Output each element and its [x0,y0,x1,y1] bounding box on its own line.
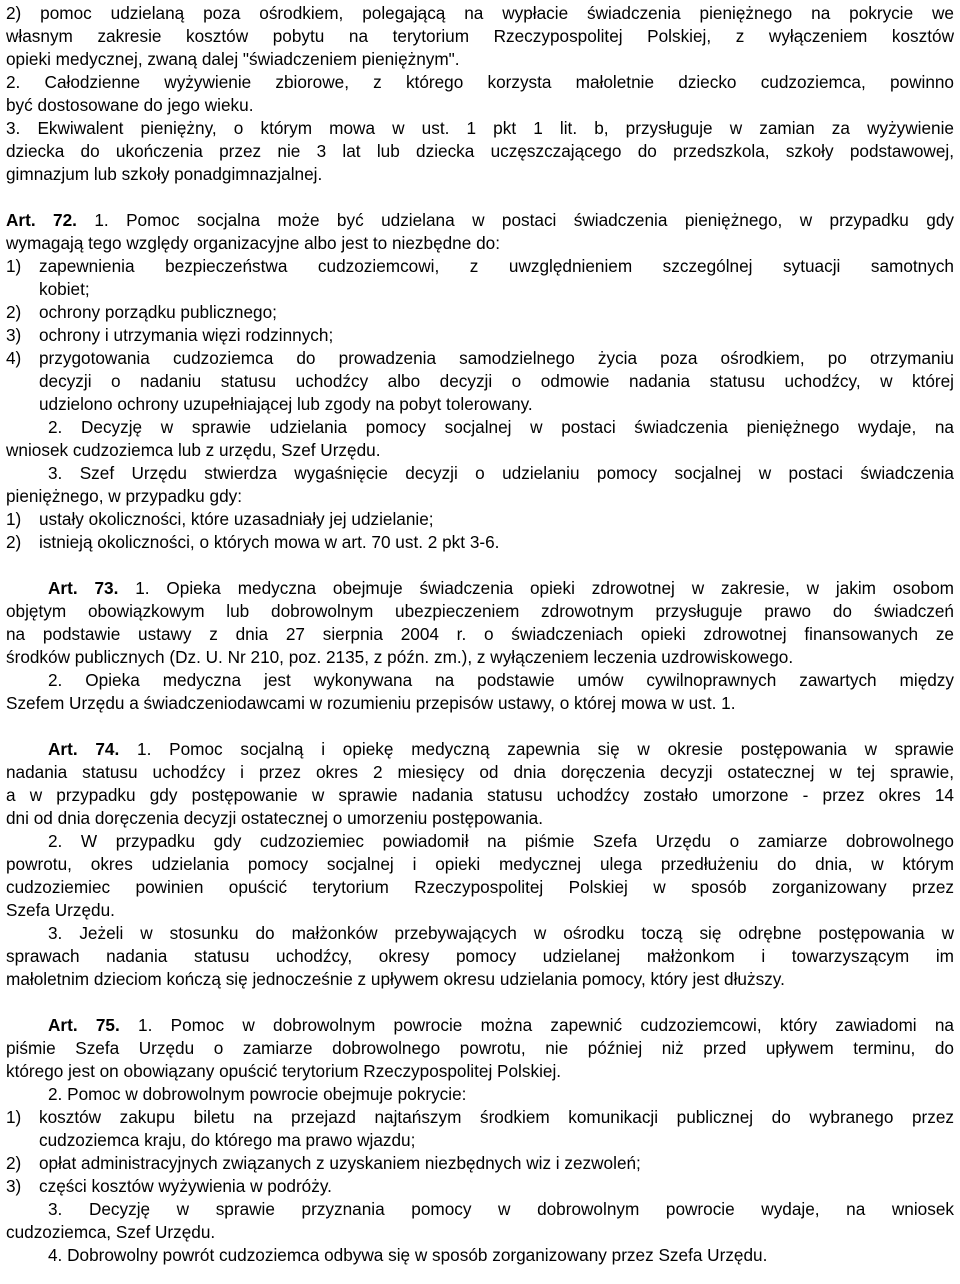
text-line: 2. Pomoc w dobrowolnym powrocie obejmuje pokrycie: [48,1084,467,1104]
text-line: 3. Jeżeli w stosunku do małżonków przebywających w ośrodku toczą się odrębne postępowania w [48,923,954,943]
text-line: małoletnim dzieciom kończą się jednocześnie z upływem okresu udzielania pomocy, który jest dłuższy. [6,969,785,989]
text-line: 1. Pomoc socjalna może być udzielana w postaci świadczenia pieniężnego, w przypadku gdy [94,210,954,230]
list-number: 2) [6,302,22,322]
text-line: opieki medycznej, zwaną dalej "świadczeniem pieniężnym". [6,49,460,69]
list-number: 3) [6,325,22,345]
list-item [6,301,954,324]
text-line: przygotowania cudzoziemca do prowadzenia samodzielnego życia poza ośrodkiem, po otrzymaniu [39,348,954,368]
text-line: środków publicznych (Dz. U. Nr 210, poz. 2135, z późn. zm.), z wyłączeniem leczenia uzdrowiskowego. [6,647,794,667]
list-number: 3) [6,1176,22,1196]
text-line: gimnazjum lub szkoły ponadgimnazjalnej. [6,164,323,184]
list-item [6,347,954,370]
text-line: Szefem Urzędu a świadczeniodawcami w rozumieniu przepisów ustawy, o której mowa w ust. 1. [6,693,736,713]
text-line: powrotu, okres udzielania pomocy socjalnej i opieki medycznej ulega przedłużeniu do dnia, w którym [6,854,954,874]
text-line: kobiet; [39,279,90,299]
text-line: pieniężnego, w przypadku gdy: [6,486,243,506]
text-line: wniosek cudzoziemca lub z urzędu, Szef Urzędu. [6,440,381,460]
article-72-paragraph-1 [6,209,954,232]
text-line: dziecka do ukończenia przez nie 3 lat lub dziecka uczęszczającego do przedszkola, szkoły podstawowej, [6,141,954,161]
text-line: udzielono ochrony uzupełniającej lub zgody na pobyt tolerowany. [39,394,533,414]
text-line: kosztów zakupu biletu na przejazd najtańszym środkiem komunikacji publicznej do wybranego przez [39,1107,954,1127]
text-line: 2. Całodzienne wyżywienie zbiorowe, z którego korzysta małoletnie dziecko cudzoziemca, powinno [6,72,954,92]
list-number: 4) [6,348,22,368]
text-line: części kosztów wyżywienia w podróży. [39,1176,332,1196]
article-74-paragraph-1 [48,738,954,761]
text-line: 2. W przypadku gdy cudzoziemiec powiadomił na piśmie Szefa Urzędu o zamiarze dobrowolnego [48,831,954,851]
text-line: 3. Szef Urzędu stwierdza wygaśnięcie decyzji o udzielaniu pomocy socjalnej w postaci świadczenia [48,463,954,483]
list-number: 1) [6,1107,22,1127]
text-line: dni od dnia doręczenia decyzji ostatecznej o umorzeniu postępowania. [6,808,543,828]
article-75-paragraph-1 [48,1014,954,1037]
text-line: którego jest on obowiązany opuścić terytorium Rzeczypospolitej Polskiej. [6,1061,562,1081]
text-line: nadania statusu uchodźcy i przez okres 2 miesięcy od dnia doręczenia decyzji ostatecznej w tej sprawie, [6,762,954,782]
text-line: 4. Dobrowolny powrót cudzoziemca odbywa się w sposób zorganizowany przez Szefa Urzędu. [48,1245,768,1265]
list-number: 1) [6,509,22,529]
text-line: a w przypadku gdy postępowanie w sprawie nadania statusu uchodźcy zostało umorzone - przez okres 14 [6,785,954,805]
list-number: 2) [6,1153,22,1173]
text-line: 2. Decyzję w sprawie udzielania pomocy socjalnej w postaci świadczenia pieniężnego wydaje, na [48,417,954,437]
text-line: wymagają tego względy organizacyjne albo jest to niezbędne do: [6,233,500,253]
text-line: decyzji o nadaniu statusu uchodźcy albo decyzji o odmowie nadania statusu uchodźcy, w której [39,371,954,391]
text-line: opłat administracyjnych związanych z uzyskaniem niezbędnych wiz i zezwoleń; [39,1153,641,1173]
text-line: ochrony i utrzymania więzi rodzinnych; [39,325,334,345]
list-item [6,508,954,531]
text-line: własnym zakresie kosztów pobytu na terytorium Rzeczypospolitej Polskiej, z wyłączeniem kosztów [6,26,954,46]
text-line: ustały okoliczności, które uzasadniały jej udzielanie; [39,509,434,529]
text-line: piśmie Szefa Urzędu o zamiarze dobrowolnego powrotu, nie później niż przed upływem terminu, do [6,1038,954,1058]
list-item [6,531,954,554]
text-line: 3. Decyzję w sprawie przyznania pomocy w dobrowolnym powrocie wydaje, na wniosek [48,1199,954,1219]
text-line: 2. Opieka medyczna jest wykonywana na podstawie umów cywilnoprawnych zawartych między [48,670,954,690]
list-item [6,255,954,278]
text-line: być dostosowane do jego wieku. [6,95,254,115]
text-line: istnieją okoliczności, o których mowa w art. 70 ust. 2 pkt 3-6. [39,532,500,552]
text-line: na podstawie ustawy z dnia 27 sierpnia 2004 r. o świadczeniach opieki zdrowotnej finansowanych ze [6,624,954,644]
text-line: cudzoziemca, Szef Urzędu. [6,1222,216,1242]
text-line: cudzoziemca kraju, do którego ma prawo wjazdu; [39,1130,416,1150]
list-number: 2) [6,532,22,552]
list-item [6,1152,954,1175]
text-line: Szefa Urzędu. [6,900,115,920]
article-heading: Art. 72. [6,210,77,230]
text-line: cudzoziemiec powinien opuścić terytorium Rzeczypospolitej Polskiej w sposób zorganizowany przez [6,877,954,897]
text-line: objętym obowiązkowym lub dobrowolnym ubezpieczeniem zdrowotnym przysługuje prawo do świadczeń [6,601,954,621]
text-line: 1. Pomoc socjalną i opiekę medyczną zapewnia się w okresie postępowania w sprawie [137,739,954,759]
text-line: sprawach nadania statusu uchodźcy, okresy pomocy udzielanej małżonkom i towarzyszącym im [6,946,954,966]
list-item [6,1106,954,1129]
list-item [6,324,954,347]
article-heading: Art. 73. [48,578,119,598]
article-heading: Art. 74. [48,739,120,759]
text-line: ochrony porządku publicznego; [39,302,277,322]
article-heading: Art. 75. [48,1015,120,1035]
text-line: 1. Pomoc w dobrowolnym powrocie można zapewnić cudzoziemcowi, który zawiadomi na [138,1015,954,1035]
text-line: 2) pomoc udzielaną poza ośrodkiem, polegającą na wypłacie świadczenia pieniężnego na pokrycie we [6,3,954,23]
text-line: 1. Opieka medyczna obejmuje świadczenia opieki zdrowotnej w zakresie, w jakim osobom [135,578,954,598]
text-line: zapewnienia bezpieczeństwa cudzoziemcowi, z uwzględnieniem szczególnej sytuacji samotnych [39,256,954,276]
article-73-paragraph-1 [48,577,954,600]
list-number: 1) [6,256,22,276]
text-line: 3. Ekwiwalent pieniężny, o którym mowa w ust. 1 pkt 1 lit. b, przysługuje w zamian za wyżywienie [6,118,954,138]
list-item [6,1175,954,1198]
